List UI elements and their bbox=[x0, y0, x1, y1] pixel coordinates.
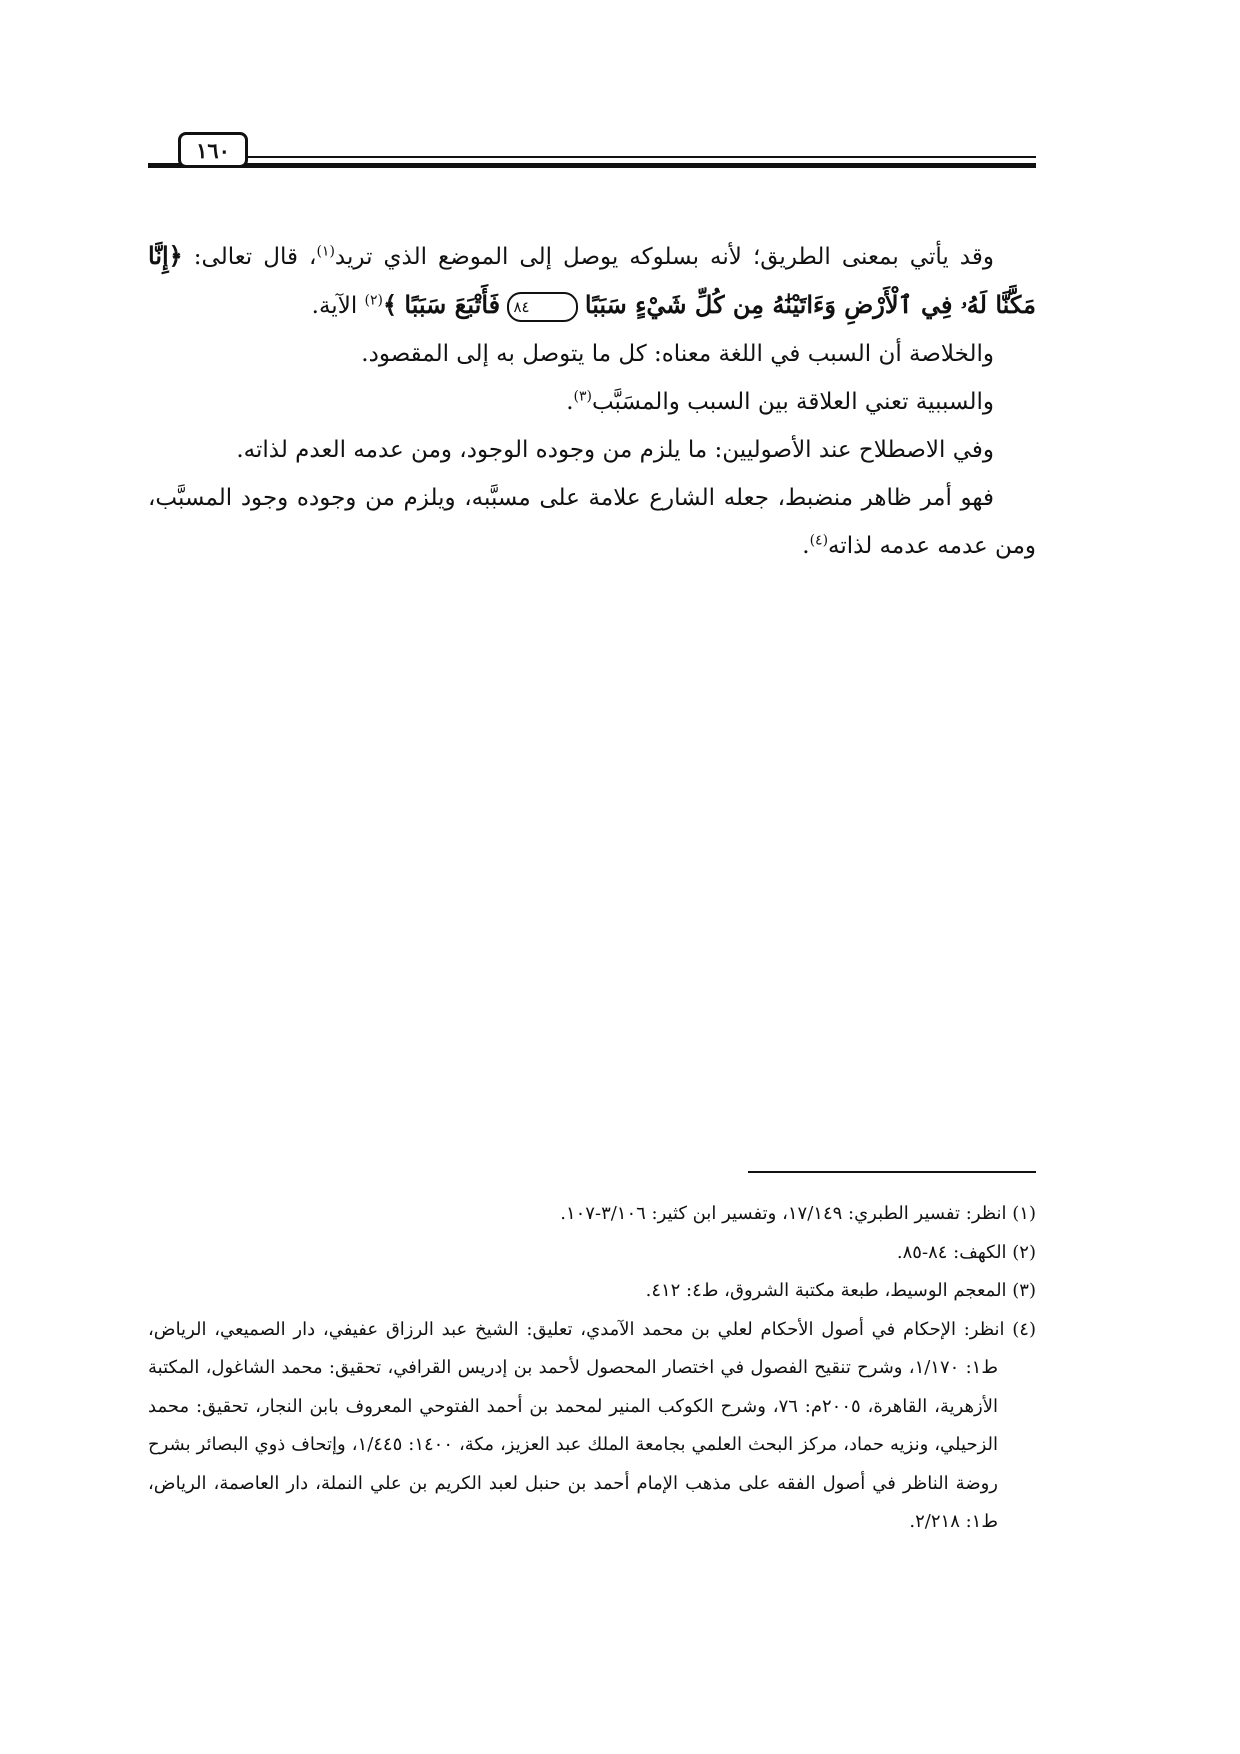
footnote-3: (٣) المعجم الوسيط، طبعة مكتبة الشروق، ط٤: ٤١٢. bbox=[645, 1280, 1036, 1301]
footnote-1: (١) انظر: تفسير الطبري: ١٧/١٤٩، وتفسير ابن كثير: ٣/١٠٦-١٠٧. bbox=[560, 1203, 1036, 1224]
verse-lead: ، قال تعالى: bbox=[182, 244, 317, 270]
page-header bbox=[148, 132, 1036, 168]
paragraph-text: وقد يأتي بمعنى الطريق؛ لأنه بسلوكه يوصل إلى الموضع الذي تريد bbox=[334, 244, 994, 270]
ayah-number-marker: ٨٤ bbox=[507, 292, 577, 322]
header-thin-rule bbox=[248, 156, 1036, 158]
paragraph-text: والسببية تعني العلاقة بين السبب والمسَبَّب bbox=[591, 389, 994, 415]
footnote-ref-3[interactable]: (٣) bbox=[573, 388, 592, 405]
paragraph-tail: . bbox=[566, 389, 574, 415]
verse-open-bracket: ﴿ bbox=[168, 241, 183, 270]
footnotes bbox=[148, 1195, 1036, 1542]
verse-tail: الآية. bbox=[311, 293, 365, 319]
paragraph-causality bbox=[148, 378, 1036, 426]
paragraph-tail: . bbox=[802, 533, 810, 559]
page-number: ١٦٠ bbox=[178, 132, 248, 168]
quran-verse-85: فَأَتْبَعَ سَبَبًا bbox=[404, 290, 501, 319]
paragraph-definition bbox=[148, 474, 1036, 570]
footnote-2: (٢) الكهف: ٨٤-٨٥. bbox=[896, 1241, 1036, 1263]
footnote-separator bbox=[748, 1171, 1036, 1173]
footnote-ref-2[interactable]: (٢) bbox=[364, 292, 383, 309]
header-thick-rule bbox=[148, 163, 1036, 168]
paragraph-terminology: وفي الاصطلاح عند الأصوليين: ما يلزم من وجوده الوجود، ومن عدمه العدم لذاته. bbox=[236, 437, 994, 463]
quran-verse-84: إِنَّا مَكَّنَّا لَهُۥ فِي ٱلْأَرْضِ وَءَاتَيْنَٰهُ مِن كُلِّ شَيْءٍ سَبَبًا bbox=[148, 241, 1036, 319]
paragraph-text: فهو أمر ظاهر منضبط، جعله الشارع علامة على مسبَّبه، ويلزم من وجوده وجود المسبَّب، ومن عدمه عدمه لذاته bbox=[148, 485, 1036, 559]
footnote-4: (٤) انظر: الإحكام في أصول الأحكام لعلي بن محمد الآمدي، تعليق: الشيخ عبد الرزاق عفيفي، دار الصميعي، الرياض، ط١: ١/١٧٠، وشرح تنقيح الفصول في اختصار المحصول لأحمد بن إدريس القرافي، تحقيق: محمد الشاغول، المكتبة الأزهرية، القاهرة، ٢٠٠٥م: ٧٦، وشرح الكوكب المنير لمحمد بن أحمد الفتوحي المعروف بابن النجار، تحقيق: محمد الزحيلي، ونزيه حماد، مركز البحث العلمي بجامعة الملك عبد العزيز، مكة، ١٤٠٠: ١/٤٤٥، وإتحاف ذوي البصائر بشرح روضة الناظر في أصول الفقه على مذهب الإمام أحمد بن حنبل لعبد الكريم بن علي النملة، دار العاصمة، الرياض، ط١: ٢/٢١٨. bbox=[148, 1318, 1036, 1532]
footnote-ref-1[interactable]: (١) bbox=[316, 243, 335, 260]
paragraph-sabab-meaning bbox=[148, 232, 1036, 330]
main-text bbox=[148, 232, 1036, 570]
paragraph-summary: والخلاصة أن السبب في اللغة معناه: كل ما يتوصل به إلى المقصود. bbox=[361, 341, 994, 367]
footnote-ref-4[interactable]: (٤) bbox=[809, 532, 829, 549]
verse-close-bracket: ﴾ bbox=[383, 290, 398, 319]
